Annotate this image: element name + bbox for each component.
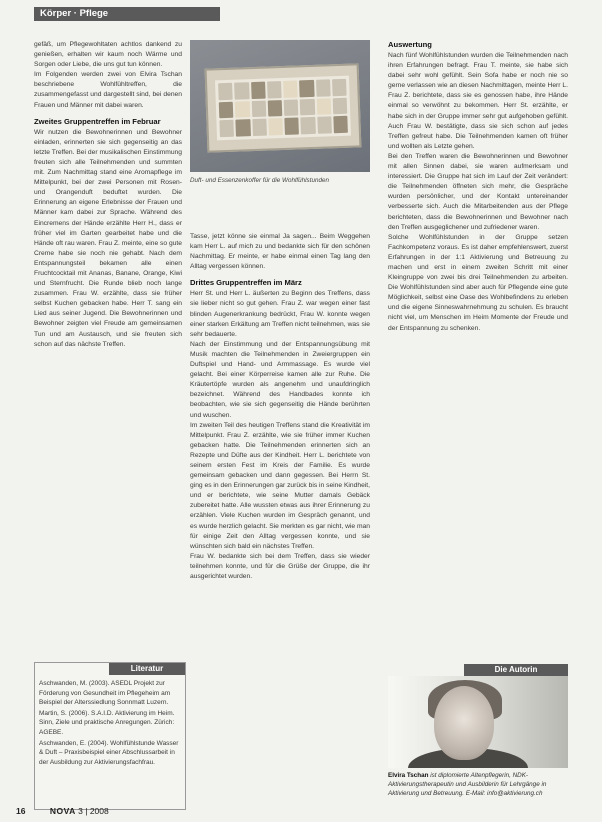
paragraph: Tasse, jetzt könne sie einmal Ja sagen... Beim Weggehen kam Herr L. auf mich zu und bedankte sich für den schönen Nachmittag. Er meinte, er habe einmal einen Tag lang den Alltag vergessen können.: [190, 233, 370, 271]
magazine-name: NOVA: [49, 806, 76, 816]
literature-item: Aschwanden, M. (2003). ASEDL Projekt zur Förderung von Gesundheit im Pflegeheim am Beispiel der Alterssiedlung Sonnmatt Luzern.: [39, 680, 171, 707]
literature-box: [34, 662, 186, 810]
literature-header: Literatur: [109, 663, 185, 675]
paragraph: Im zweiten Teil des heutigen Treffens stand die Kreativität im Mittelpunkt. Frau Z. erzählte, wie sie früher immer Kuchen gebacken hatte. Die Teilnehmenden erinnerten sich an Rezepte und Düfte aus der Kindheit. Herr L. berichtete von seinem ersten Fest im Kreis der Familie. Es wurde gemeinsam gebacken und dann gegessen. Bei Herrn St. ging es in den Erinnerungen gar zurück bis in seine Kindheit, und er berichtete, wie seine Mutter damals Gebäck zubereitet hatte. Alle wussten etwas aus ihrer Erinnerung zu erzählen. Viele Kuchen wurden im Gespräch genannt, und es wurde herzlich gelacht. Sie merkten es gar nicht, wie man für einige Zeit den Alltag vergessen konnte, und sie wünschten sich bald ein nächstes Treffen.: [190, 421, 370, 550]
paragraph: Nach der Einstimmung und der Entspannungsübung mit Musik machten die Teilnehmenden in Zweiergruppen ein Duftspiel und Hand- und Armmassage. Es wurde viel gelacht. Bei einer Körperreise kamen alle zur Ruhe. Die Kräutertöpfe wurden als angenehm und unaufdringlich bezeichnet. Während des Handbades konnte ich beobachten, wie sie sich gegenseitig die Hände berührten und wuschen.: [190, 340, 370, 419]
photo-caption: Duft- und Essenzenkoffer für die Wohlfühlstunden: [190, 177, 329, 184]
subheading: Drittes Gruppentreffen im März: [190, 278, 302, 288]
column-right: [388, 40, 568, 334]
author-header: Die Autorin: [464, 664, 568, 676]
issue-number: 3 | 2008: [78, 806, 109, 816]
literature-item: Martin, S. (2006). S.A.I.D. Aktivierung im Heim. Sinn, Ziele und praktische Anregungen. Zürich: AGEBE.: [39, 709, 175, 736]
page-footer: [16, 806, 109, 816]
paragraph: gefäß, um Pflegewohltaten achtlos dankend zu genießen, erhalten wir kaum noch Wärme und Sorgen oder Liebe, die uns gut tun können.: [34, 41, 182, 69]
paragraph: Bei den Treffen waren die Bewohnerinnen und Bewohner mit allen Sinnen dabei, sie waren aufmerksam und interessiert. Die Gruppe hat sich im Lauf der Zeit verändert: die Teilnehmenden öffneten sich mehr, die Gespräche wurden persönlicher, und der Kontakt untereinander verbesserte sich. Auch die Mitarbeitenden aus der Pflege berichteten, dass die Bewohnerinnen und Bewohner nach den Treffen ausgeglichener und zufriedener waren.: [388, 152, 568, 231]
paragraph: Im Folgenden werden zwei von Elvira Tschan beschriebene Wohlfühltreffen, die zusammengefasst und dargestellt sind, bei denen Frauen und Männer mit dabei waren.: [34, 71, 182, 109]
paragraph: Frau W. bedankte sich bei dem Treffen, dass sie wieder teilnehmen konnte, und für die Grüße der Gruppe, die ihr ausgerichtet wurden.: [190, 552, 370, 580]
author-bio: ist diplomierte Altenpflegerin, NDK-Aktivierungstherapeutin und Ausbilderin für Lehrgänge in Aktivierung und Betreuung. E-Mail: info@aktivierung.ch: [388, 772, 547, 797]
subheading: Zweites Gruppentreffen im Februar: [34, 116, 161, 126]
paragraph: Nach fünf Wohlfühlstunden wurden die Teilnehmenden nach ihren Erfahrungen befragt. Frau T. meinte, sie habe sich dabei sehr wohl gefühlt. Sein Sofa habe er noch nie so gerne verlassen wie an diesen Nachmittagen, meinte Herr L. Frau Z. berichtete, dass sie es genossen habe, ihre Hände einmal so verwöhnt zu bekommen. Herr St. erzählte, er habe sich in der Gruppe immer sehr gut aufgehoben gefühlt. Auch Frau W. bestätigte, dass sie sich schon auf jedes Treffen gefreut habe. Die Teilnehmenden kamen oft früher und wollten als Letzte gehen.: [388, 52, 568, 150]
page-number: 16: [16, 806, 26, 816]
author-caption: [388, 772, 568, 798]
column-left: [34, 40, 182, 350]
literature-item: Aschwanden, E. (2004). Wohlfühlstunde Wasser & Duft – Praxisbeispiel einer Abschlussarbeit in der Ausbildung zur Aktivierungsfachfrau.: [39, 739, 179, 766]
column-middle: [190, 232, 370, 582]
case-shape: [205, 63, 362, 152]
section-tab: Körper · Pflege: [34, 7, 220, 21]
author-portrait: [388, 676, 568, 768]
paragraph: Wir nutzen die Bewohnerinnen und Bewohner einladen, erinnerten sie sich gegenseitig an das letzte Treffen. Bei der musikalischen Einstimmung freuten sich alle Teilnehmenden und summten mit. Zum Nachmittag stand eine Aromapflege im Mittelpunkt, bei der zwei Personen mit Rosen- und Orangenduft beduftet wurden. Die Erinnerung an eigene Erlebnisse der Frauen und Männer kam dabei zur Sprache. Während des Eincremens der Hände erzählte Herr H., dass er früher viel im Garten gearbeitet habe und die Hände oft rau waren. Frau Z. meinte, eine so gute Creme habe sie noch nie gehabt. Nach dem Entspannungsteil bekamen alle einen Fruchtcocktail mit Ananas, Banane, Orange, Kiwi und Sternfrucht. Die Runde blieb noch lange zusammen. Frau W. erzählte, dass sie früher selbst Kuchen gebacken habe. Herr T. sang ein Lied aus seiner Jugend. Die Bewohnerinnen und Bewohner zeigten viel Freude am gemeinsamen Tun und am Austausch, und sie freuten sich schon auf das nächste Treffen.: [34, 128, 182, 348]
paragraph: Herr St. und Herr L. äußerten zu Beginn des Treffens, dass sie lieber nicht so gut gehen. Frau Z. war wegen einer fast blinden Augenerkrankung bedrückt, Frau W. konnte wegen einer starken Erkältung am Treffen nicht teilnehmen, was sie sehr bedauerte.: [190, 290, 370, 338]
author-name: Elvira Tschan: [388, 772, 429, 779]
subheading: Auswertung: [388, 40, 432, 49]
paragraph: Solche Wohlfühlstunden in der Gruppe setzen Fachkompetenz voraus. Es ist daher empfehlenswert, zuerst Erfahrungen in der 1:1 Aktivierung und Betreuung zu machen und erst in einem zweiten Schritt mit einer Kleingruppe von zwei bis drei Teilnehmenden zu arbeiten. Die Wohlfühlstunden sind aber auch für Pflegende eine gute Möglichkeit, selbst eine Oase des Wohlbefindens zu erleben und die eigene Sinneswahrnehmung zu schulen. Es braucht nicht viel, um Menschen im Heim Momente der Freude und der Entspannung zu schenken.: [388, 233, 568, 332]
essence-case-photo: [190, 40, 370, 172]
